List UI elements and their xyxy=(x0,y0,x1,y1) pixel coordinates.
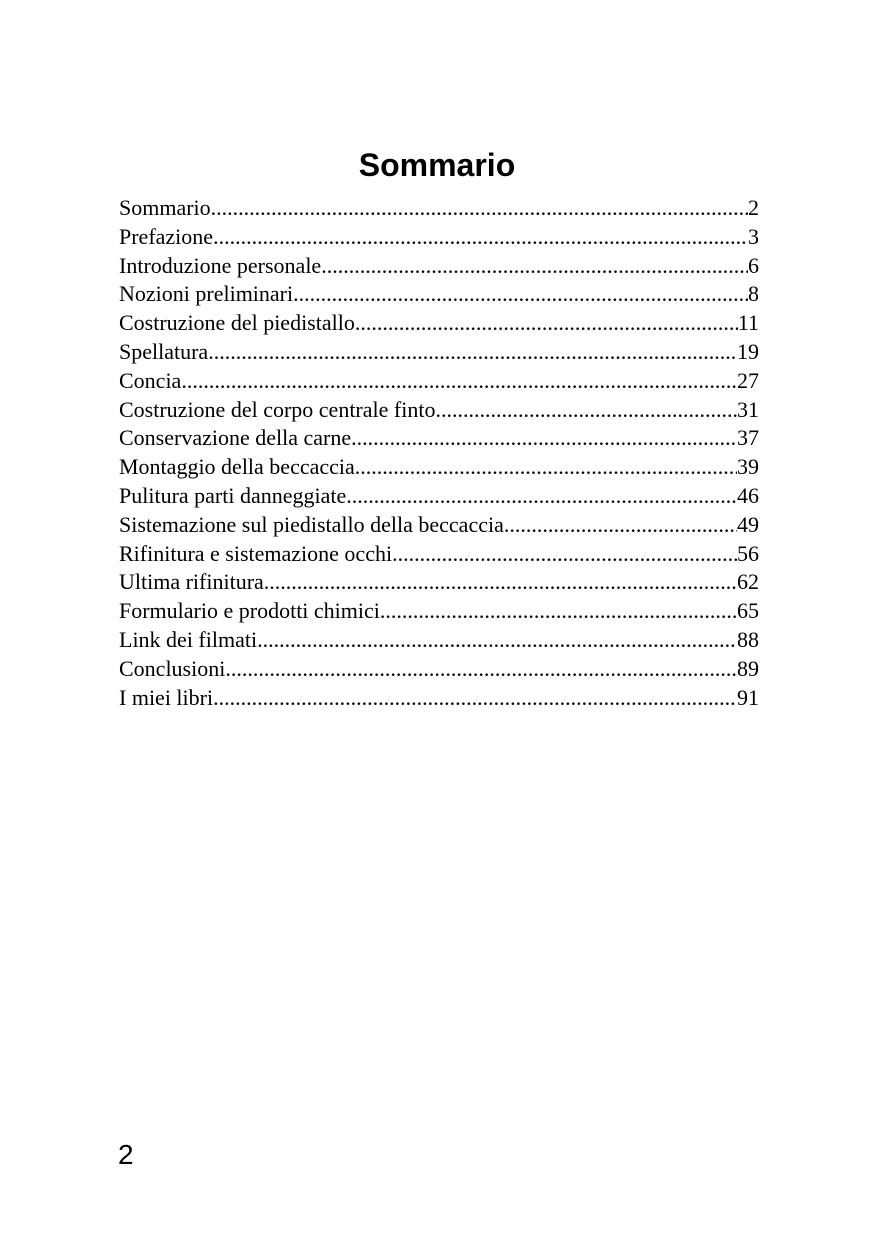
toc-entry-label: Costruzione del corpo centrale finto xyxy=(119,396,436,422)
toc-entry-label: Sistemazione sul piedistallo della beccaccia xyxy=(119,511,504,537)
dot-leader xyxy=(346,482,737,511)
toc-entry xyxy=(119,511,759,540)
toc-entry-label: Prefazione xyxy=(119,223,214,249)
dot-leader xyxy=(293,280,748,309)
toc-entry-page: 62 xyxy=(737,569,759,595)
dot-leader xyxy=(380,597,737,626)
toc-entry-label: Costruzione del piedistallo xyxy=(119,310,355,336)
dot-leader xyxy=(181,367,737,396)
toc-entry-page: 89 xyxy=(737,655,759,681)
toc-entry xyxy=(119,568,759,597)
dot-leader xyxy=(435,396,737,425)
toc-entry-page: 56 xyxy=(737,540,759,566)
toc-entry-page: 11 xyxy=(737,310,759,336)
toc-entry xyxy=(119,252,759,281)
toc-entry-label: Ultima rifinitura xyxy=(119,569,264,595)
toc-entry-label: Pulitura parti danneggiate xyxy=(119,482,347,508)
toc-entry-label: Sommario xyxy=(119,195,211,220)
toc-entry-page: 6 xyxy=(748,252,759,278)
dot-leader xyxy=(213,684,737,713)
dot-leader xyxy=(257,626,737,655)
toc-entry-label: Link dei filmati xyxy=(119,626,258,652)
toc-entry xyxy=(119,655,759,684)
dot-leader xyxy=(321,252,748,281)
toc-entry-label: Nozioni preliminari xyxy=(119,281,294,307)
page-title: Sommario xyxy=(358,147,516,183)
toc-entry-page: 46 xyxy=(737,482,759,508)
toc-entry-label: Rifinitura e sistemazione occhi xyxy=(119,540,393,566)
dot-leader xyxy=(355,309,738,338)
toc-entry-page: 65 xyxy=(737,598,759,624)
toc-entry-label: Conclusioni xyxy=(119,655,226,681)
dot-leader xyxy=(264,568,737,597)
dot-leader xyxy=(504,511,737,540)
toc-entry xyxy=(119,597,759,626)
toc-entry xyxy=(119,367,759,396)
toc-entry xyxy=(119,540,759,569)
dot-leader xyxy=(211,194,748,223)
dot-leader xyxy=(355,453,737,482)
dot-leader xyxy=(225,655,737,684)
toc-entry xyxy=(119,223,759,252)
toc-entry xyxy=(119,309,759,338)
toc-entry xyxy=(119,626,759,655)
toc-entry-page: 27 xyxy=(737,367,759,393)
toc-entry-label: Introduzione personale xyxy=(119,252,322,278)
toc-entry-label: Spellatura xyxy=(119,338,209,364)
toc-entry xyxy=(119,280,759,309)
toc-entry-page: 2 xyxy=(748,195,759,220)
dot-leader xyxy=(351,424,737,453)
toc-entry xyxy=(119,194,759,223)
dot-leader xyxy=(213,223,748,252)
toc-entry-page: 8 xyxy=(748,281,759,307)
toc-entry-page: 91 xyxy=(737,684,759,710)
toc-entry-page: 37 xyxy=(737,425,759,451)
page-number: 2 xyxy=(118,1139,134,1170)
toc-entry-page: 88 xyxy=(737,626,759,652)
toc-entry xyxy=(119,338,759,367)
toc-entry-label: Formulario e prodotti chimici xyxy=(119,598,380,624)
toc-entry xyxy=(119,453,759,482)
toc-entry-page: 31 xyxy=(737,396,759,422)
toc-entry xyxy=(119,482,759,511)
toc-entry-page: 39 xyxy=(737,454,759,480)
toc-entry-label: Concia xyxy=(119,367,182,393)
dot-leader xyxy=(392,540,737,569)
toc-entry xyxy=(119,424,759,453)
toc-entry xyxy=(119,684,759,713)
toc-entry-label: Conservazione della carne xyxy=(119,425,352,451)
toc-entry-page: 49 xyxy=(737,511,759,537)
toc-entry-page: 19 xyxy=(737,338,759,364)
toc-entry-label: Montaggio della beccaccia xyxy=(119,454,355,480)
toc-entry-label: I miei libri xyxy=(119,684,214,710)
dot-leader xyxy=(208,338,737,367)
table-of-contents xyxy=(119,194,759,712)
toc-entry xyxy=(119,396,759,425)
toc-entry-page: 3 xyxy=(748,223,759,249)
